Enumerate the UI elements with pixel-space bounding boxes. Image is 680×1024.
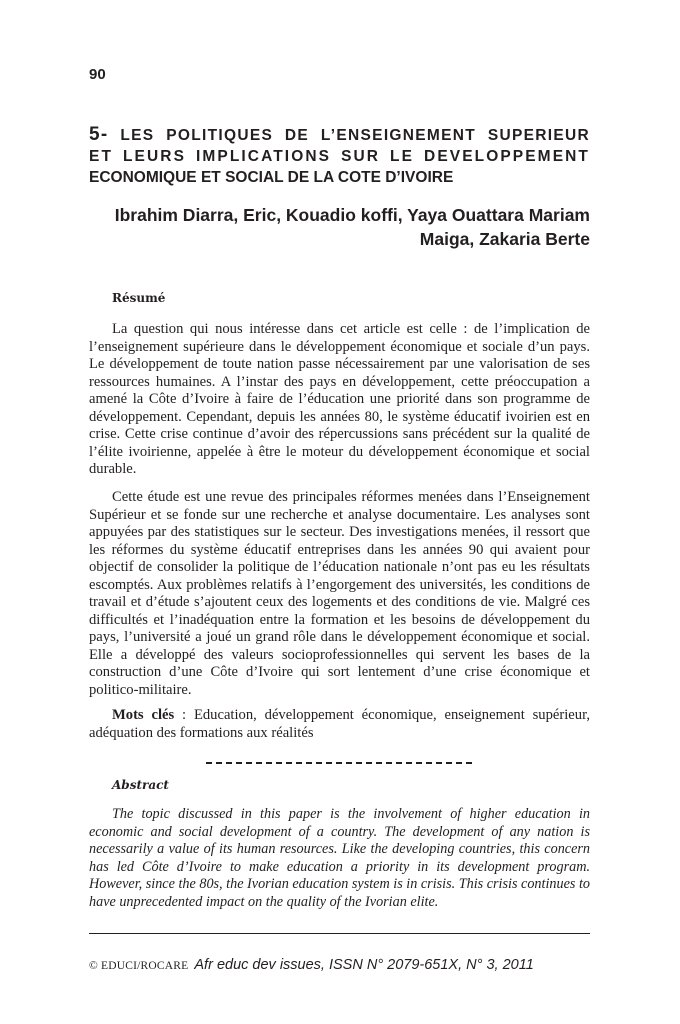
footer (89, 956, 534, 974)
dash-separator (206, 762, 472, 764)
authors-line-2: Maiga, Zakaria Berte (419, 229, 590, 249)
authors-line-1: Ibrahim Diarra, Eric, Kouadio koffi, Yaya Ouattara Mariam (114, 205, 590, 225)
keywords-text: : Education, développement économique, enseignement supérieur, adéquation des formations aux réalités (89, 707, 590, 741)
resume-paragraph-1: La question qui nous intéresse dans cet article est celle : de l’implication de l’enseignement supérieure dans le développement économique et sociale d’un pays. Le développement de toute nation passe nécessairement par une valorisation de ses ressources humaines. A l’instar des pays en développement, cette préoccupation a amené la Côte d’Ivoire à faire de l’éducation une priorité dans son programme de développement. Cependant, depuis les années 80, le système éducatif ivoirien est en crise. Cette crise continue d’avoir des répercussions sans précédent sur la qualité de l’élite ivoirienne, appelée à être le moteur du développement économique et social durable. (89, 321, 590, 477)
resume-heading: Résumé (112, 291, 166, 305)
abstract-text: The topic discussed in this paper is the involvement of higher education in economic and social development of a country. The development of any nation is necessarily a value of its human resources. Like the developing countries, this concern has led Côte d’Ivoire to make education a priority in its development program. However, since the 80s, the Ivorian education system is in crisis. This crisis continues to have unprecedented impact on the quality of the Ivorian elite. (89, 806, 590, 910)
footer-rule (89, 933, 590, 934)
keywords-label: Mots clés (112, 707, 175, 723)
page-number: 90 (89, 66, 106, 83)
title-line-3: ECONOMIQUE ET SOCIAL DE LA COTE D’IVOIRE (89, 169, 454, 186)
footer-journal-citation: Afr educ dev issues, ISSN N° 2079-651X, N° 3, 2011 (194, 957, 534, 973)
title-line-1-text: LES POLITIQUES DE L’ENSEIGNEMENT SUPERIEUR (120, 127, 590, 144)
authors (89, 203, 590, 251)
abstract-heading: Abstract (112, 778, 169, 792)
footer-copyright: © EDUCI/ROCARE (89, 960, 189, 972)
resume-paragraph-2: Cette étude est une revue des principales réformes menées dans l’Enseignement Supérieur et se fonde sur une recherche et analyse documentaire. Les analyses sont appuyées par des statistiques sur le secteur. Des investigations menées, il ressort que les réformes du système éducatif entreprises dans les années 90 qui avaient pour objectif de consolider la politique de l’éducation nationale n’ont pas eu les résultats escomptés. Aux problèmes relatifs à l’engorgement des universités, les conditions de travail et d’étude s’ajoutent ceux des logements et des conditions de vie. Malgré ces difficultés et l’inadéquation entre la formation et les besoins de développement du pays, l’université a joué un grand rôle dans le développement économique et social. Elle a développé des valeurs socioprofessionnelles qui servent les bases de la construction d’une Côte d’Ivoire qui sort lentement d’une crise économique et politico-militaire. (89, 489, 590, 698)
title-line-2: ET LEURS IMPLICATIONS SUR LE DEVELOPPEMENT (89, 148, 590, 165)
title-number: 5- (89, 124, 109, 145)
keywords (89, 707, 590, 742)
title-line-1 (89, 124, 590, 146)
article-title (89, 124, 590, 188)
